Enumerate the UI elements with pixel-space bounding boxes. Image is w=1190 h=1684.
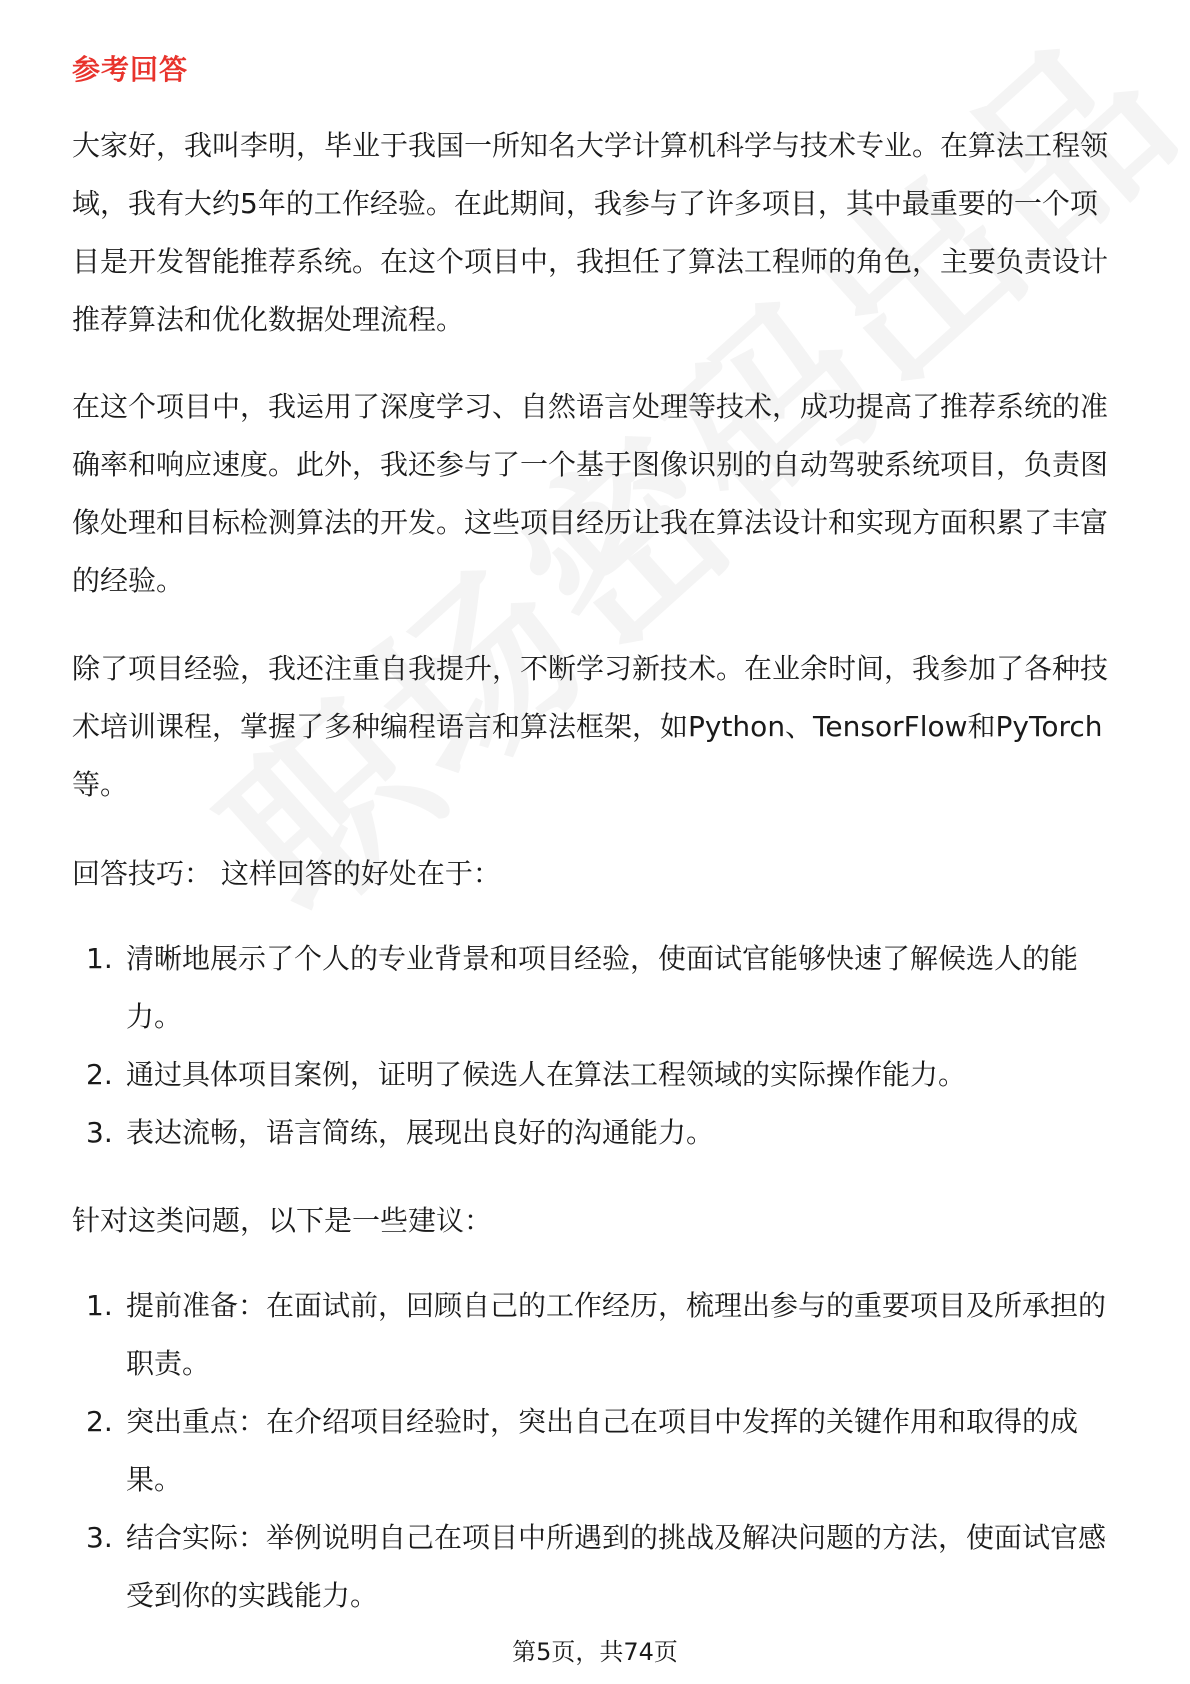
list-item-text: 结合实际：举例说明自己在项目中所遇到的挑战及解决问题的方法，使面试官感受到你的实践能力。 — [126, 1521, 1107, 1612]
list-item — [72, 1393, 1122, 1509]
list-number: 2. — [86, 1405, 113, 1438]
tips-heading: 回答技巧： 这样回答的好处在于： — [72, 857, 501, 890]
list-item-text: 清晰地展示了个人的专业背景和项目经验，使面试官能够快速了解候选人的能力。 — [126, 942, 1079, 1033]
section-title: 参考回答 — [72, 53, 189, 86]
list-item — [72, 1046, 1122, 1104]
list-item-text: 突出重点：在介绍项目经验时，突出自己在项目中发挥的关键作用和取得的成果。 — [126, 1405, 1079, 1496]
list-number: 2. — [86, 1058, 113, 1091]
list-number: 3. — [86, 1116, 113, 1149]
list-item — [72, 1277, 1122, 1393]
paragraph-learning: 除了项目经验，我还注重自我提升，不断学习新技术。在业余时间，我参加了各种技术培训课程，掌握了多种编程语言和算法框架，如Python、TensorFlow和PyTorch等。 — [72, 652, 1109, 801]
list-number: 3. — [86, 1521, 113, 1554]
paragraph-intro: 大家好，我叫李明，毕业于我国一所知名大学计算机科学与技术专业。在算法工程领域，我有大约5年的工作经验。在此期间，我参与了许多项目，其中最重要的一个项目是开发智能推荐系统。在这个项目中，我担任了算法工程师的角色，主要负责设计推荐算法和优化数据处理流程。 — [72, 129, 1109, 336]
advice-list — [72, 1277, 1122, 1625]
list-item — [72, 1104, 1122, 1162]
list-item — [72, 1509, 1122, 1625]
page-number: 第5页，共74页 — [512, 1638, 678, 1666]
advice-heading: 针对这类问题，以下是一些建议： — [72, 1204, 493, 1237]
paragraph-projects: 在这个项目中，我运用了深度学习、自然语言处理等技术，成功提高了推荐系统的准确率和响应速度。此外，我还参与了一个基于图像识别的自动驾驶系统项目，负责图像处理和目标检测算法的开发。这些项目经历让我在算法设计和实现方面积累了丰富的经验。 — [72, 390, 1109, 597]
list-number: 1. — [86, 1289, 113, 1322]
list-item-text: 通过具体项目案例，证明了候选人在算法工程领域的实际操作能力。 — [126, 1058, 967, 1091]
tips-list — [72, 930, 1122, 1162]
list-item-text: 表达流畅，语言简练，展现出良好的沟通能力。 — [126, 1116, 715, 1149]
list-item-text: 提前准备：在面试前，回顾自己的工作经历，梳理出参与的重要项目及所承担的职责。 — [126, 1289, 1107, 1380]
list-number: 1. — [86, 942, 113, 975]
list-item — [72, 930, 1122, 1046]
